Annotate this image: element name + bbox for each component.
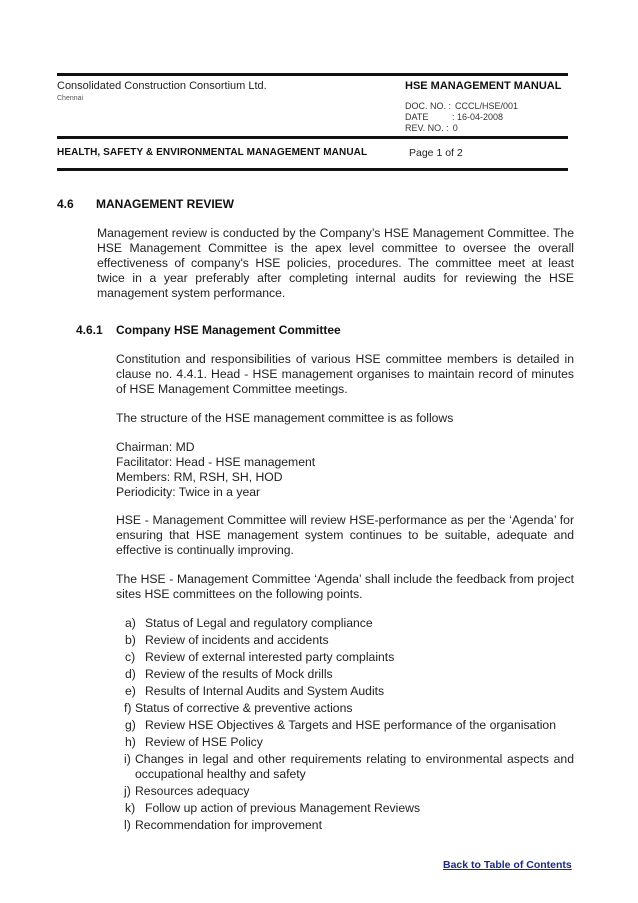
doc-no-row [405,101,570,112]
list-item: g) Review HSE Objectives & Targets and HSE performance of the organisation [125,718,556,732]
committee-members: Members: RM, RSH, SH, HOD [116,470,283,484]
committee-chairman: Chairman: MD [116,440,195,454]
rev-row [405,123,570,134]
page-number: Page 1 of 2 [409,147,463,159]
list-item: c) Review of external interested party complaints [125,650,395,664]
header-bottom-rule [57,168,568,171]
section-title: MANAGEMENT REVIEW [96,197,234,211]
header-company-block [57,80,267,103]
subsection-title: Company HSE Management Committee [116,323,341,337]
agenda-list [116,616,574,835]
list-item: j) Resources adequacy [124,784,250,798]
committee-facilitator: Facilitator: Head - HSE management [116,455,316,469]
section-paragraph: Management review is conducted by the Company’s HSE Management Committee. The HSE Management Committee is the apex level committee to oversee the overall effectiveness of company's HSE policies, procedures. The committee meet at least twice in a year preferably after completing internal audits for reviewing the HSE management system performance. [97,226,574,300]
list-item: i) Changes in legal and other requirements relating to environmental aspects and occupational healthy and safety [124,752,574,781]
header-top-rule [57,73,568,76]
constitution-paragraph: Constitution and responsibilities of various HSE committee members is detailed in clause no. 4.4.1. Head - HSE management organises to maintain record of minutes of HSE Management Committee meetings. [116,352,574,396]
list-item: e) Results of Internal Audits and System Audits [125,684,385,698]
list-item: l) Recommendation for improvement [124,818,322,832]
rev-value: 0 [452,123,458,133]
section-number: 4.6 [57,197,74,211]
subsection-number: 4.6.1 [76,323,103,337]
header-middle-rule [57,136,568,139]
date-value: : 16-04-2008 [452,112,504,122]
date-row [405,112,570,123]
committee-periodicity: Periodicity: Twice in a year [116,485,261,499]
back-to-contents-link[interactable]: Back to Table of Contents [443,859,572,871]
manual-full-title: HEALTH, SAFETY & ENVIRONMENTAL MANAGEMENT MANUAL [57,147,368,158]
list-item: f) Status of corrective & preventive actions [124,701,353,715]
list-item: h) Review of HSE Policy [125,735,263,749]
date-label: DATE [405,112,429,122]
structure-intro: The structure of the HSE management committee is as follows [116,411,454,425]
list-item: d) Review of the results of Mock drills [125,667,333,681]
rev-label: REV. NO. : [405,123,449,133]
doc-no-label: DOC. NO. : [405,101,452,111]
list-item: k) Follow up action of previous Management Reviews [125,801,421,815]
list-item: a) Status of Legal and regulatory compliance [125,616,373,630]
header-document-block [405,80,570,134]
manual-title: HSE MANAGEMENT MANUAL [405,80,562,92]
list-item: b) Review of incidents and accidents [125,633,329,647]
company-city: Chennai [57,95,84,102]
company-name: Consolidated Construction Consortium Ltd. [57,80,267,92]
review-paragraph: HSE - Management Committee will review HSE-performance as per the ‘Agenda’ for ensuring that HSE management system continues to be suitable, adequate and effective is continually improving. [116,513,574,557]
agenda-paragraph: The HSE - Management Committee ‘Agenda’ shall include the feedback from project sites HSE committees on the following points. [116,572,574,601]
doc-no-value: CCCL/HSE/001 [455,101,519,111]
document-meta [405,101,570,134]
